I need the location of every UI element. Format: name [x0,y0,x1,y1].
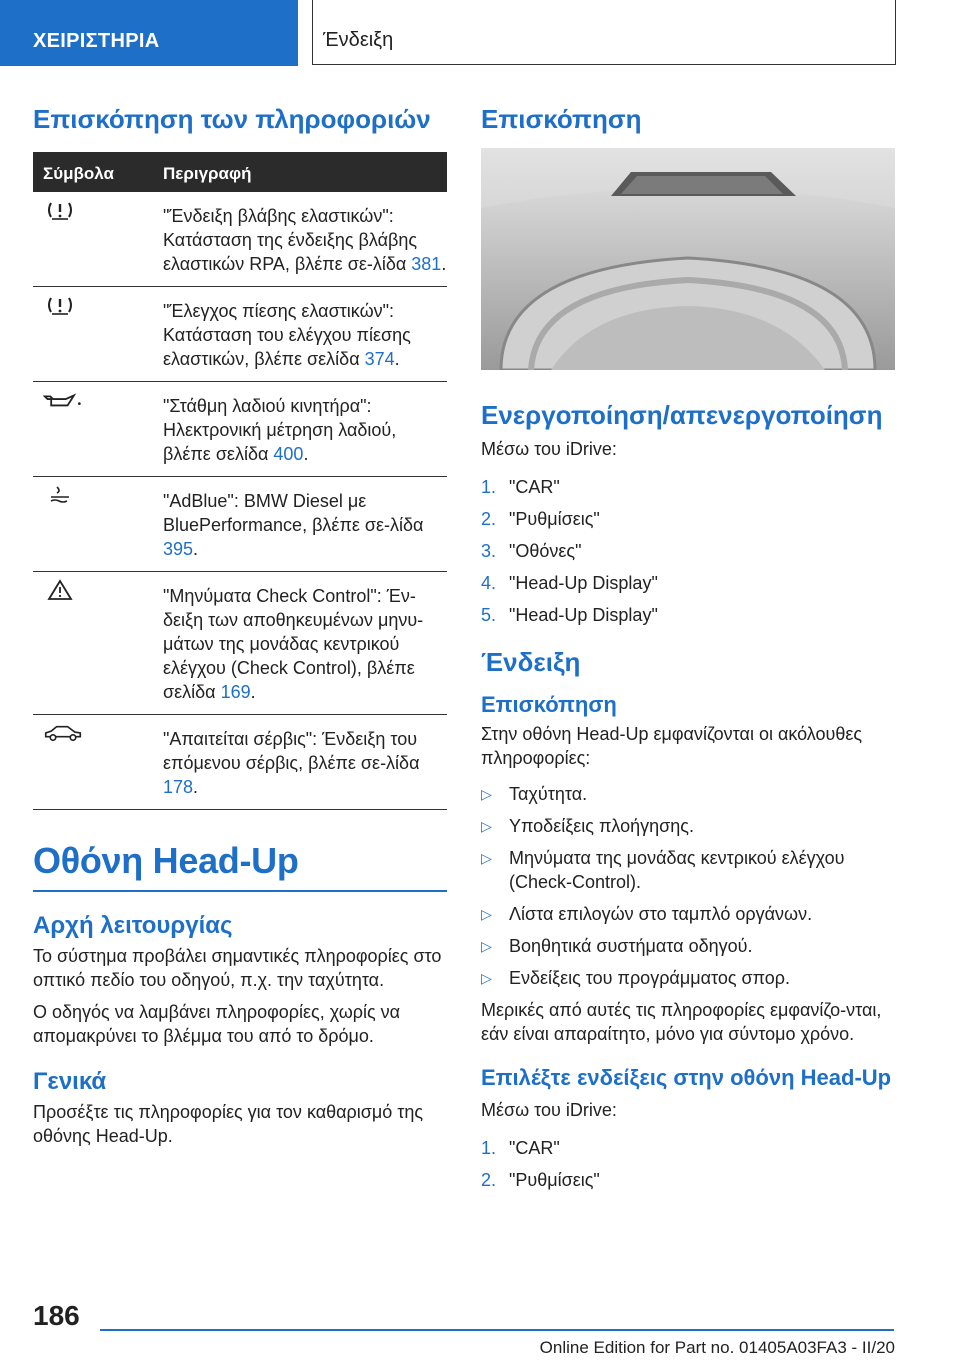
table-row [33,572,447,715]
display-title: Ένδειξη [481,647,581,677]
chapter-box [312,0,896,65]
footer-rule [100,1329,894,1331]
list-item: 3. "Οθόνες" [481,541,582,561]
section-tab [0,0,298,66]
list-item: 1. "CAR" [481,477,560,497]
via-idrive-text-2: Μέσω του iDrive: [481,1100,617,1120]
display-overview-title: Επισκόπηση [481,692,617,717]
general-title: Γενικά [33,1068,107,1095]
list-item: ▷ Μηνύματα της μονάδας κεντρικού ελέγχου (Check-Control). [481,848,845,892]
display-items [481,782,895,990]
row-description: "Στάθμη λαδιού κινητήρα": Ηλεκτρονική μέτρηση λαδιού, βλέπε σελίδα 400. [163,396,397,464]
list-item: 1. "CAR" [481,1138,560,1158]
principle-paragraph-1: Το σύστημα προβάλει σημαντικές πληροφορίες στο οπτικό πεδίο του οδηγού, π.χ. την ταχύτητα. [33,946,442,990]
select-title: Επιλέξτε ενδείξεις στην οθόνη Head-Up [481,1065,892,1090]
dashboard-image [481,148,895,370]
section-title: ΧΕΙΡΙΣΤΗΡΙΑ [33,30,160,52]
principle-paragraph-2: Ο οδηγός να λαμβάνει πληροφορίες, χωρίς να απομακρύνει το βλέμμα του από το δρόμο. [33,1002,401,1046]
activate-steps [481,475,895,627]
right-overview-heading: Επισκόπηση [481,104,642,134]
list-item: 2. "Ρυθμίσεις" [481,1170,600,1190]
warning-triangle-icon [43,578,83,602]
list-item: 2. "Ρυθμίσεις" [481,509,600,529]
list-item: ▷ Υποδείξεις πλοήγησης. [481,816,694,836]
hud-title: Οθόνη Head-Up [33,840,299,881]
list-item: ▷ Ταχύτητα. [481,784,588,804]
row-description: "Ένδειξη βλάβης ελαστικών": Κατάσταση της ένδειξης βλάβης ελαστικών RPA, βλέπε σε-λίδα 381. [163,206,447,274]
principle-title: Αρχή λειτουργίας [33,912,233,939]
list-item: 4. "Head-Up Display" [481,573,658,593]
principle-section [33,912,447,1148]
col-description: Περιγραφή [163,164,252,183]
hud-section-heading [33,840,447,892]
display-note: Μερικές από αυτές τις πληροφορίες εμφανίζο-νται, εάν είναι απαραίτητο, μόνο για σύντομο χρόνο. [481,1000,882,1044]
table-header [33,152,447,192]
table-row [33,477,447,572]
col-symbols: Σύμβολα [43,164,114,183]
tire-pressure-icon [43,293,83,317]
chapter-title: Ένδειξη [323,29,394,51]
page-link[interactable]: 374 [364,349,395,369]
select-steps [481,1136,895,1192]
page-link[interactable]: 400 [273,444,304,464]
page-number: 186 [33,1300,80,1331]
row-description: "Μηνύματα Check Control": Έν-δειξη των αποθηκευμένων μηνυ-μάτων της μονάδας κεντρικού ελέγχου (Check Control), βλέπε σελίδα 169. [163,586,424,702]
list-item: ▷ Βοηθητικά συστήματα οδηγού. [481,936,753,956]
edition-text: Online Edition for Part no. 01405A03FA3 - II/20 [539,1338,895,1357]
table-row [33,192,447,287]
hud-photo [481,148,895,370]
page-link[interactable]: 395 [163,539,194,559]
page-link[interactable]: 178 [163,777,194,797]
list-item: 5. "Head-Up Display" [481,605,658,625]
table-row [33,382,447,477]
row-description: "AdBlue": BMW Diesel με BluePerformance, βλέπε σε-λίδα 395. [163,491,424,559]
via-idrive-text: Μέσω του iDrive: [481,439,617,459]
row-description: "Απαιτείται σέρβις": Ένδειξη του επόμενου σέρβις, βλέπε σε-λίδα 178. [163,729,420,797]
right-column-content [481,400,895,1200]
table-row [33,715,447,810]
table-row [33,287,447,382]
general-paragraph: Προσέξτε τις πληροφορίες για τον καθαρισμό της οθόνης Head-Up. [33,1102,424,1146]
service-car-icon [43,721,83,745]
symbols-table [33,152,447,810]
page-link[interactable]: 169 [220,682,251,702]
list-item: ▷ Λίστα επιλογών στο ταμπλό οργάνων. [481,904,813,924]
heading-rule [33,890,447,892]
display-intro: Στην οθόνη Head-Up εμφανίζονται οι ακόλουθες πληροφορίες: [481,724,863,768]
adblue-icon [43,483,83,507]
activate-title: Ενεργοποίηση/απενεργοποίηση [481,400,883,430]
oil-can-icon [43,388,83,412]
tire-warning-icon [43,198,83,222]
overview-heading: Επισκόπηση των πληροφοριών [33,104,431,134]
page-link[interactable]: 381 [411,254,442,274]
list-item: ▷ Ενδείξεις του προγράμματος σπορ. [481,968,791,988]
row-description: "Έλεγχος πίεσης ελαστικών": Κατάσταση του ελέγχου πίεσης ελαστικών, βλέπε σελίδα 374. [163,301,411,369]
